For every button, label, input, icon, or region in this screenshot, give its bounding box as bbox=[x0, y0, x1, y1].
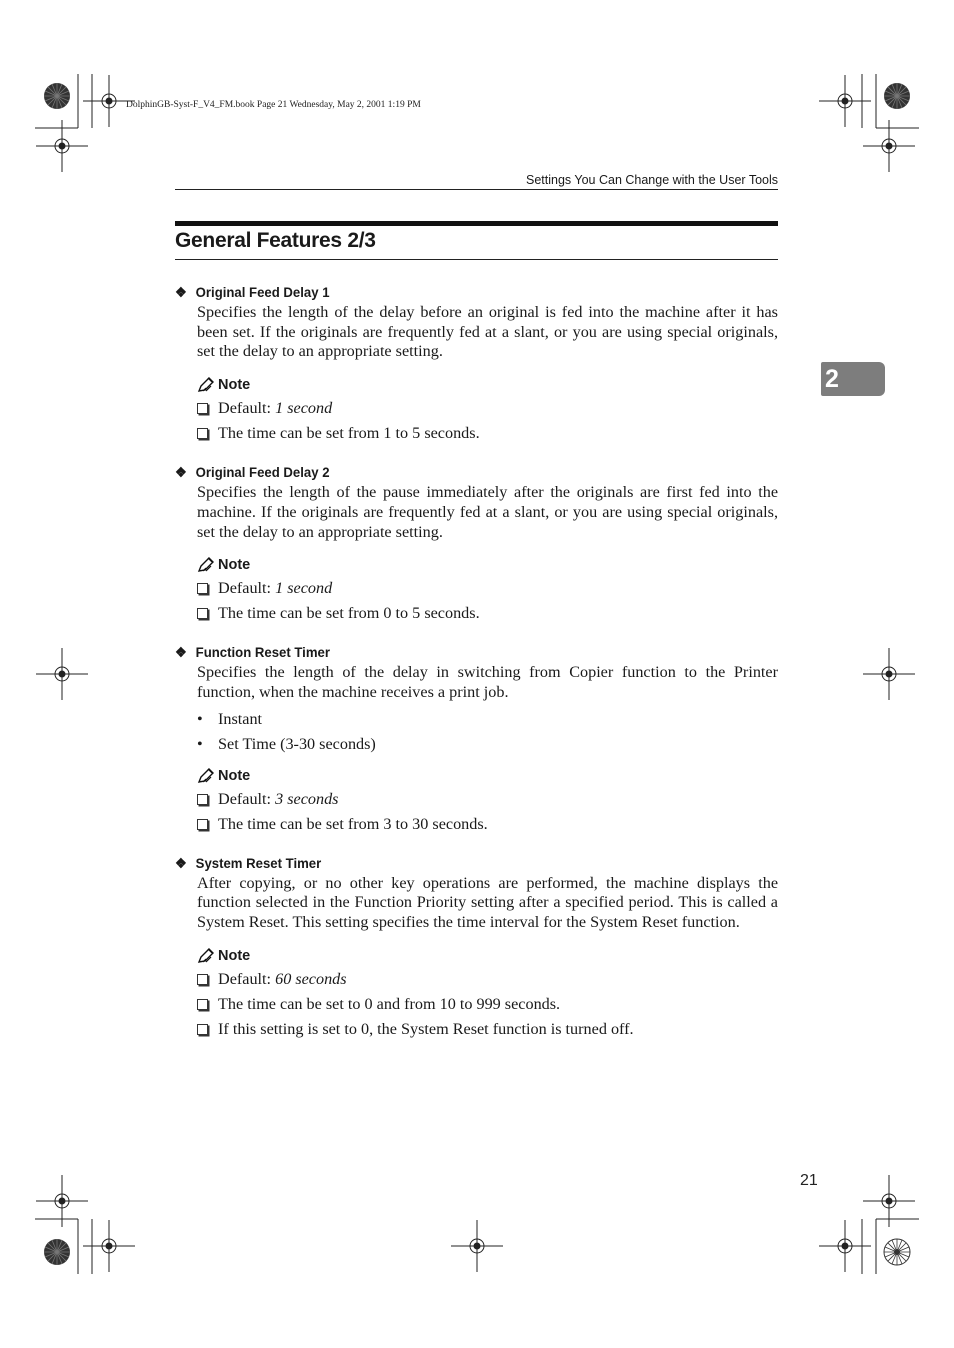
content-area bbox=[175, 281, 778, 1057]
note-label: Note bbox=[218, 377, 251, 394]
section-heading bbox=[175, 461, 742, 483]
checkbox-bullet-icon bbox=[197, 999, 208, 1010]
section-heading-label: Original Feed Delay 1 bbox=[195, 284, 330, 300]
page-title: General Features 2/3 bbox=[175, 229, 778, 260]
note-prefix: Default: bbox=[218, 579, 272, 598]
note-item bbox=[197, 967, 778, 992]
note-heading bbox=[197, 374, 778, 396]
note-prefix: Default: bbox=[218, 789, 272, 808]
note-item bbox=[197, 576, 778, 601]
list-item-label: Instant bbox=[218, 709, 263, 728]
section-heading bbox=[175, 281, 742, 303]
note-item bbox=[197, 396, 778, 421]
note-heading bbox=[197, 554, 778, 576]
section-heading-label: System Reset Timer bbox=[195, 854, 322, 871]
note-text: If this setting is set to 0, the System Reset function is turned off. bbox=[218, 1019, 634, 1038]
checkbox-bullet-icon bbox=[197, 974, 208, 985]
bullet-dot-icon: • bbox=[197, 734, 203, 753]
diamond-bullet-icon: ❖ bbox=[175, 644, 187, 661]
section-system-reset-timer bbox=[175, 852, 778, 1042]
note-item bbox=[197, 787, 778, 812]
note-block bbox=[197, 374, 778, 446]
note-value: 1 second bbox=[275, 399, 333, 418]
checkbox-bullet-icon bbox=[197, 583, 208, 594]
running-header: Settings You Can Change with the User Tools bbox=[175, 173, 778, 190]
list-item bbox=[197, 707, 778, 732]
checkbox-bullet-icon bbox=[197, 794, 208, 805]
note-text: The time can be set to 0 and from 10 to 999 seconds. bbox=[218, 994, 561, 1013]
note-text: The time can be set from 3 to 30 seconds. bbox=[218, 814, 488, 833]
section-body: Specifies the length of the delay in switching from Copier function to the Printer function, when the machine receives a print job. bbox=[197, 663, 778, 701]
note-label: Note bbox=[218, 767, 251, 784]
bullet-dot-icon: • bbox=[197, 709, 203, 728]
note-item bbox=[197, 992, 778, 1017]
section-original-feed-delay-1 bbox=[175, 281, 778, 446]
note-value: 60 seconds bbox=[275, 969, 347, 988]
section-body: After copying, or no other key operations are performed, the machine displays the function selected in the Function Priority setting after a specified period. This is called a System Reset. This setting specifies the time interval for the System Reset function. bbox=[197, 873, 778, 932]
note-item bbox=[197, 812, 778, 837]
checkbox-bullet-icon bbox=[197, 1024, 208, 1035]
note-item bbox=[197, 601, 778, 626]
diamond-bullet-icon: ❖ bbox=[175, 464, 187, 481]
section-body: Specifies the length of the pause immediately after the originals are first fed into the machine. If the originals are frequently fed at a slant, or you are using special originals, set the delay to an appropriate setting. bbox=[197, 483, 778, 541]
title-rule bbox=[175, 221, 778, 226]
note-item bbox=[197, 1017, 778, 1042]
page-number: 21 bbox=[800, 1172, 818, 1189]
pencil-note-icon bbox=[197, 557, 215, 573]
note-block bbox=[197, 945, 778, 1042]
note-item bbox=[197, 421, 778, 446]
note-label: Note bbox=[218, 557, 251, 574]
list-item bbox=[197, 732, 778, 757]
checkbox-bullet-icon bbox=[197, 428, 208, 439]
pencil-note-icon bbox=[197, 768, 215, 784]
print-slug: DolphinGB-Syst-F_V4_FM.book Page 21 Wednesday, May 2, 2001 1:19 PM bbox=[126, 100, 421, 110]
note-block bbox=[197, 765, 778, 837]
section-heading bbox=[175, 641, 742, 663]
note-label: Note bbox=[218, 947, 251, 964]
note-prefix: Default: bbox=[218, 969, 272, 988]
diamond-bullet-icon: ❖ bbox=[175, 284, 187, 300]
checkbox-bullet-icon bbox=[197, 608, 208, 619]
section-original-feed-delay-2 bbox=[175, 461, 778, 626]
note-value: 1 second bbox=[275, 579, 333, 598]
section-function-reset-timer bbox=[175, 641, 778, 836]
note-heading bbox=[197, 945, 778, 967]
note-text: The time can be set from 1 to 5 seconds. bbox=[218, 424, 480, 443]
note-text: The time can be set from 0 to 5 seconds. bbox=[218, 604, 480, 623]
pencil-note-icon bbox=[197, 377, 215, 393]
diamond-bullet-icon: ❖ bbox=[175, 854, 187, 871]
section-heading bbox=[175, 852, 742, 874]
note-value: 3 seconds bbox=[275, 789, 339, 808]
checkbox-bullet-icon bbox=[197, 403, 208, 414]
checkbox-bullet-icon bbox=[197, 819, 208, 830]
section-heading-label: Function Reset Timer bbox=[195, 644, 330, 661]
option-list bbox=[197, 707, 778, 757]
list-item-label: Set Time (3-30 seconds) bbox=[218, 734, 376, 753]
chapter-tab: 2 bbox=[821, 362, 885, 396]
section-body: Specifies the length of the delay before an original is fed into the machine after it has been set. If the originals are frequently fed at a slant, or you are using special originals, set the delay to an appropriate setting. bbox=[197, 303, 778, 361]
section-heading-label: Original Feed Delay 2 bbox=[195, 464, 330, 481]
note-block bbox=[197, 554, 778, 626]
pencil-note-icon bbox=[197, 948, 215, 964]
note-heading bbox=[197, 765, 778, 787]
note-prefix: Default: bbox=[218, 399, 272, 418]
